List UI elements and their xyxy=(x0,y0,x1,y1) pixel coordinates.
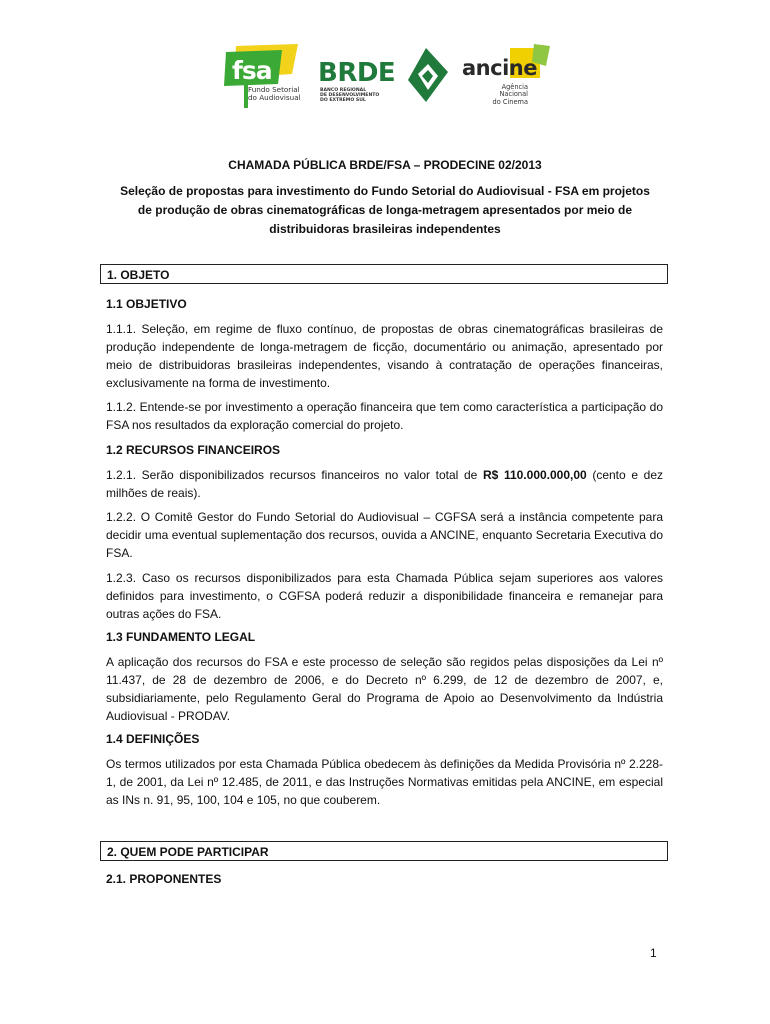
paragraph-1-2-1-text: 1.2.1. Serão disponibilizados recursos financeiros no valor total de xyxy=(106,468,483,482)
fsa-caption-line1: Fundo Setorial xyxy=(248,85,300,94)
heading-1-4: 1.4 DEFINIÇÕES xyxy=(106,732,200,746)
header-logos xyxy=(222,44,552,110)
ancine-logo-word: ancine xyxy=(462,56,537,80)
document-subtitle: Seleção de propostas para investimento do Fundo Setorial do Audiovisual - FSA em projetos de produção de obras cinematográficas de longa-metragem apresentados por meio de distribuidoras brasileiras independentes xyxy=(120,184,650,236)
brde-diamond-icon xyxy=(402,46,452,106)
section-2-box xyxy=(100,841,668,861)
section-1-heading: 1. OBJETO xyxy=(107,268,170,282)
paragraph-1-3: A aplicação dos recursos do FSA e este processo de seleção são regidos pelas disposições da Lei nº 11.437, de 28 de dezembro de 2006, e do Decreto nº 6.299, de 12 de dezembro de 2007, e, subsidiariamente, pelo Regulamento Geral do Programa de Apoio ao Desenvolvimento da Indústria Audiovisual - PRODAV. xyxy=(106,655,663,723)
ancine-caption-line1: Agência Nacional xyxy=(499,83,528,99)
paragraph-1-2-1-tail: (cento e dez milhões de reais). xyxy=(106,468,663,500)
ancine-logo-caption xyxy=(484,84,528,106)
heading-2-1: 2.1. PROPONENTES xyxy=(106,872,222,886)
heading-1-1: 1.1 OBJETIVO xyxy=(106,297,187,311)
brde-logo-word: BRDE xyxy=(318,58,396,88)
brde-logo-caption xyxy=(320,88,379,104)
page-number: 1 xyxy=(650,946,657,960)
document-title: CHAMADA PÚBLICA BRDE/FSA – PRODECINE 02/2013 xyxy=(228,158,542,172)
paragraph-1-1-1: 1.1.1. Seleção, em regime de fluxo contínuo, de propostas de obras cinematográficas brasileiras de produção independente de longa-metragem de ficção, documentário ou animação, apresentado por meio de distribuidoras brasileiras independentes, visando à contratação de operações financeiras, exclusivamente na forma de investimento. xyxy=(106,322,663,390)
fsa-logo-word: fsa xyxy=(232,56,272,85)
ancine-logo xyxy=(460,44,552,110)
brde-caption-line2: DE DESENVOLVIMENTO xyxy=(320,93,380,99)
paragraph-1-4: Os termos utilizados por esta Chamada Pública obedecem às definições da Medida Provisória nº 2.228-1, de 2001, da Lei nº 12.485, de 2011, e das Instruções Normativas emitidas pela ANCINE, em especial as INs n. 91, 95, 100, 104 e 105, no que couberem. xyxy=(106,757,663,807)
section-1-box xyxy=(100,264,668,284)
paragraph-1-2-2: 1.2.2. O Comitê Gestor do Fundo Setorial do Audiovisual – CGFSA será a instância competente para decidir uma eventual suplementação dos recursos, ouvida a ANCINE, enquanto Secretaria Executiva do FSA. xyxy=(106,510,663,560)
paragraph-1-2-3: 1.2.3. Caso os recursos disponibilizados para esta Chamada Pública sejam superiores aos valores definidos para investimento, o CGFSA poderá reduzir a disponibilidade financeira e remanejar para outras ações do FSA. xyxy=(106,571,663,621)
fsa-logo-caption xyxy=(248,86,301,102)
heading-1-2: 1.2 RECURSOS FINANCEIROS xyxy=(106,443,281,457)
ancine-caption-line2: do Cinema xyxy=(492,97,528,106)
brde-logo xyxy=(318,44,450,110)
fsa-caption-line2: do Audiovisual xyxy=(248,93,301,102)
fsa-logo xyxy=(222,44,304,110)
section-2-heading: 2. QUEM PODE PARTICIPAR xyxy=(107,845,269,859)
paragraph-1-2-1 xyxy=(106,466,663,502)
paragraph-1-1-2: 1.1.2. Entende-se por investimento a operação financeira que tem como característica a participação do FSA nos resultados da exploração comercial do projeto. xyxy=(106,400,663,432)
brde-caption-line1: BANCO REGIONAL xyxy=(320,88,367,93)
heading-1-3: 1.3 FUNDAMENTO LEGAL xyxy=(106,630,256,644)
resource-amount: R$ 110.000.000,00 xyxy=(482,468,587,482)
brde-caption-line3: DO EXTREMO SUL xyxy=(320,98,366,104)
